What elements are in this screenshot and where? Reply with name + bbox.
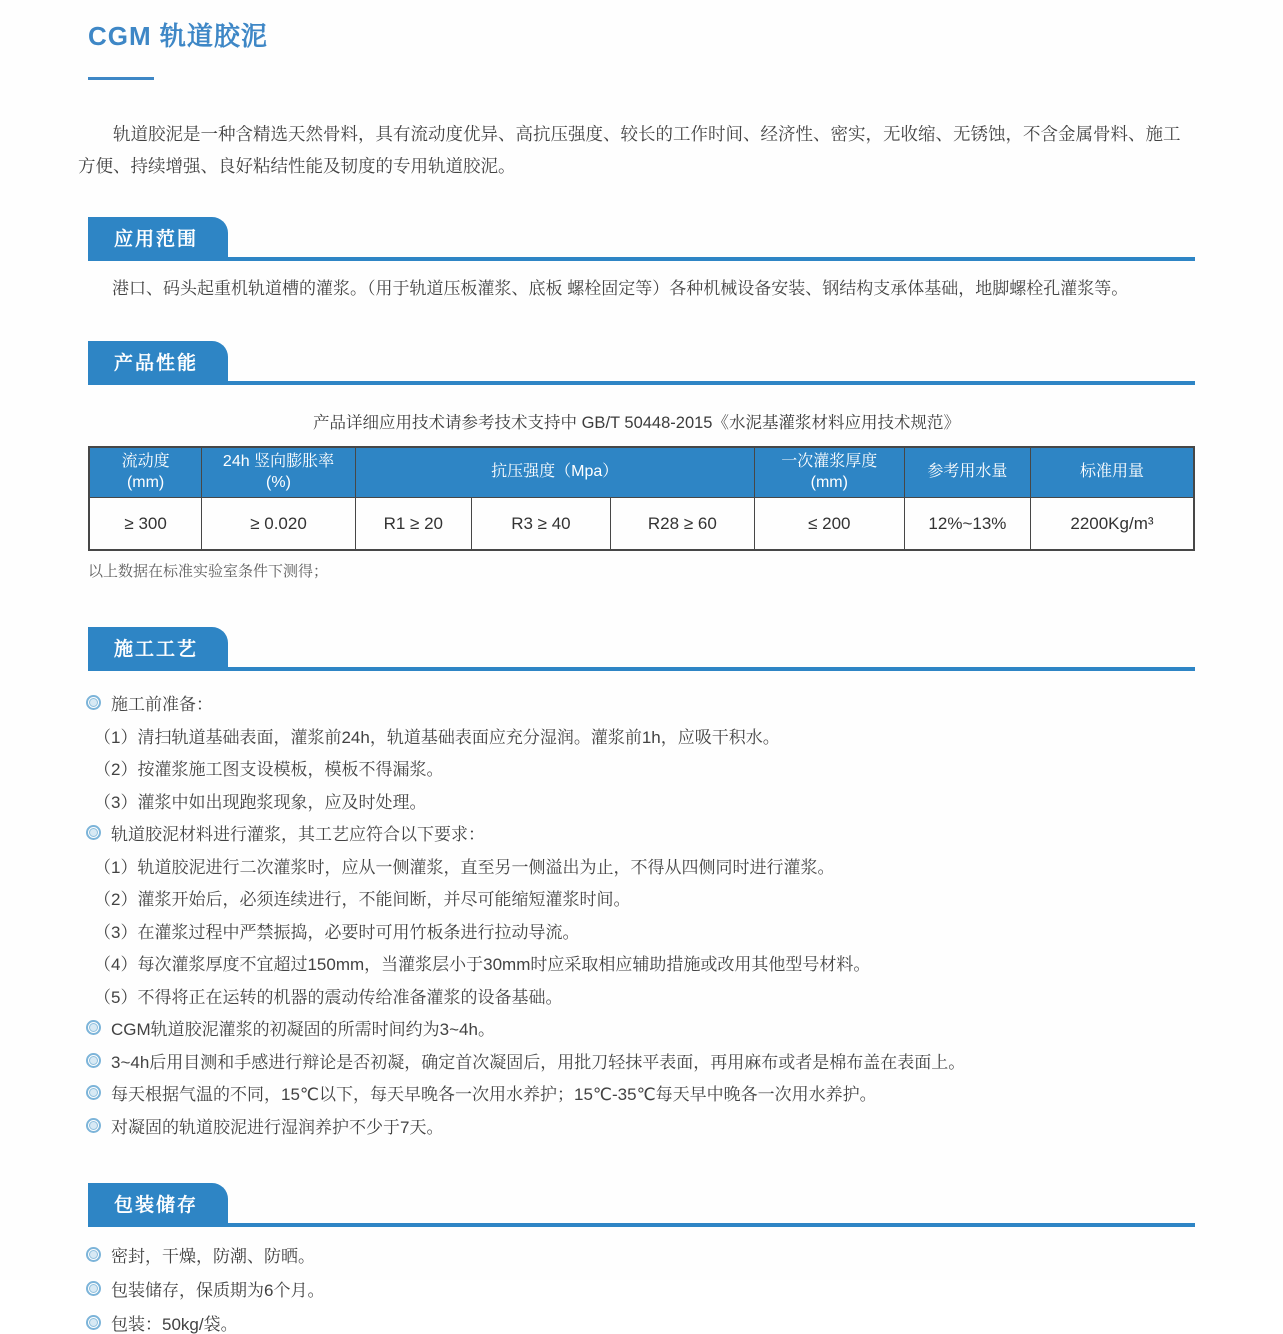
section-heading-performance bbox=[88, 341, 1195, 385]
process-subitem: （1）清扫轨道基础表面，灌浆前24h，轨道基础表面应充分湿润。灌浆前1h，应吸干积水。 bbox=[94, 727, 780, 747]
application-body: 港口、码头起重机轨道槽的灌浆。（用于轨道压板灌浆、底板 螺栓固定等）各种机械设备安装、钢结构支承体基础，地脚螺栓孔灌浆等。 bbox=[112, 278, 1129, 298]
section-tab-performance: 产品性能 bbox=[88, 341, 228, 381]
ring-bullet-icon bbox=[86, 1315, 101, 1330]
cell-expansion: ≥ 0.020 bbox=[202, 497, 356, 550]
packaging-list bbox=[78, 1245, 1195, 1334]
process-item: 施工前准备： bbox=[86, 693, 1195, 714]
intro-paragraph: 轨道胶泥是一种含精选天然骨料，具有流动度优异、高抗压强度、较长的工作时间、经济性、密实，无收缩、无锈蚀，不含金属骨料、施工方便、持续增强、良好粘结性能及韧度的专用轨道胶泥。 bbox=[78, 124, 1181, 177]
performance-table bbox=[88, 446, 1195, 551]
ring-bullet-icon bbox=[86, 825, 101, 840]
process-item: 每天根据气温的不同，15℃以下，每天早晚各一次用水养护；15℃-35℃每天早中晚各一次用水养护。 bbox=[86, 1083, 1195, 1104]
process-subitem: （4）每次灌浆厚度不宜超过150mm，当灌浆层小于30mm时应采取相应辅助措施或改用其他型号材料。 bbox=[94, 955, 871, 975]
packaging-item: 包装：50kg/袋。 bbox=[86, 1313, 1195, 1334]
ring-bullet-icon bbox=[86, 1281, 101, 1296]
section-tab-process: 施工工艺 bbox=[88, 627, 228, 667]
cell-flow: ≥ 300 bbox=[89, 497, 202, 550]
ring-bullet-icon bbox=[86, 1053, 101, 1068]
section-heading-packaging bbox=[88, 1183, 1195, 1227]
col-header-standard-dosage: 标准用量 bbox=[1030, 447, 1194, 497]
ring-bullet-icon bbox=[86, 1118, 101, 1133]
process-item: 轨道胶泥材料进行灌浆，其工艺应符合以下要求： bbox=[86, 823, 1195, 844]
ring-bullet-icon bbox=[86, 1020, 101, 1035]
col-header-flow: 流动度 (mm) bbox=[89, 447, 202, 497]
cell-r3: R3 ≥ 40 bbox=[471, 497, 610, 550]
packaging-item: 包装储存，保质期为6个月。 bbox=[86, 1279, 1195, 1300]
table-header-row bbox=[89, 447, 1194, 497]
col-header-compressive-strength: 抗压强度（Mpa） bbox=[355, 447, 754, 497]
table-data-row bbox=[89, 497, 1194, 550]
process-subitem: （1）轨道胶泥进行二次灌浆时，应从一侧灌浆，直至另一侧溢出为止，不得从四侧同时进行灌浆。 bbox=[94, 857, 835, 877]
col-header-grout-thickness: 一次灌浆厚度 (mm) bbox=[754, 447, 904, 497]
cell-water: 12%~13% bbox=[904, 497, 1030, 550]
cell-dosage: 2200Kg/m³ bbox=[1030, 497, 1194, 550]
table-footnote: 以上数据在标准实验室条件下测得； bbox=[88, 563, 329, 581]
title-underline bbox=[88, 77, 154, 80]
cell-r28: R28 ≥ 60 bbox=[611, 497, 755, 550]
section-tab-packaging: 包装储存 bbox=[88, 1183, 228, 1223]
process-item: CGM轨道胶泥灌浆的初凝固的所需时间约为3~4h。 bbox=[86, 1018, 1195, 1039]
process-list bbox=[78, 693, 1195, 1137]
performance-standard-note: 产品详细应用技术请参考技术支持中 GB/T 50448-2015《水泥基灌浆材料应用技术规范》 bbox=[313, 414, 960, 433]
ring-bullet-icon bbox=[86, 695, 101, 710]
page-title: CGM 轨道胶泥 bbox=[88, 21, 268, 51]
process-subitem: （2）按灌浆施工图支设模板，模板不得漏浆。 bbox=[94, 760, 444, 780]
col-header-water-usage: 参考用水量 bbox=[904, 447, 1030, 497]
col-header-expansion: 24h 竖向膨胀率 (%) bbox=[202, 447, 356, 497]
process-item: 3~4h后用目测和手感进行辩论是否初凝，确定首次凝固后，用批刀轻抹平表面，再用麻布或者是棉布盖在表面上。 bbox=[86, 1051, 1195, 1072]
section-heading-process bbox=[88, 627, 1195, 671]
ring-bullet-icon bbox=[86, 1247, 101, 1262]
ring-bullet-icon bbox=[86, 1085, 101, 1100]
process-subitem: （2）灌浆开始后，必须连续进行，不能间断，并尽可能缩短灌浆时间。 bbox=[94, 890, 631, 910]
process-subitem: （5）不得将正在运转的机器的震动传给准备灌浆的设备基础。 bbox=[94, 987, 563, 1007]
cell-thickness: ≤ 200 bbox=[754, 497, 904, 550]
process-subitem: （3）在灌浆过程中严禁振捣，必要时可用竹板条进行拉动导流。 bbox=[94, 922, 580, 942]
section-tab-application: 应用范围 bbox=[88, 217, 228, 257]
process-subitem: （3）灌浆中如出现跑浆现象，应及时处理。 bbox=[94, 792, 427, 812]
cell-r1: R1 ≥ 20 bbox=[355, 497, 471, 550]
packaging-item: 密封，干燥，防潮、防晒。 bbox=[86, 1245, 1195, 1266]
process-item: 对凝固的轨道胶泥进行湿润养护不少于7天。 bbox=[86, 1116, 1195, 1137]
section-heading-application bbox=[88, 217, 1195, 261]
